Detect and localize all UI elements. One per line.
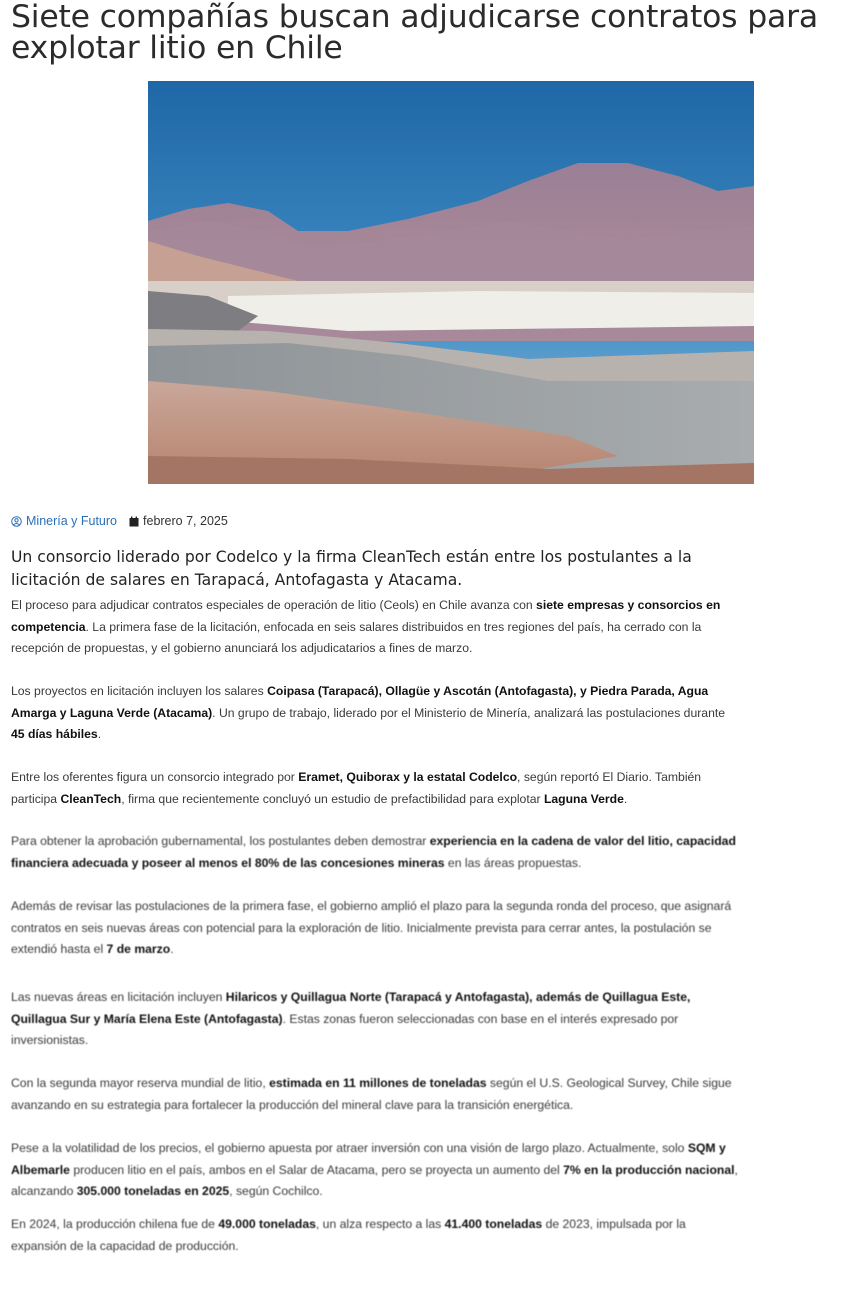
text-segment: , un alza respecto a las xyxy=(315,1217,445,1231)
text-segment: . xyxy=(97,727,102,742)
bold-text: 45 días hábiles xyxy=(11,727,98,742)
hero-image xyxy=(148,81,754,484)
text-segment: Para obtener la aprobación gubernamental, los postulantes deben demostrar xyxy=(11,834,430,848)
bold-text: 41.400 toneladas xyxy=(444,1217,543,1231)
text-segment: . xyxy=(623,791,628,806)
text-segment: , según reportó El Diario. También participa xyxy=(11,770,702,806)
paragraph-2 xyxy=(11,681,741,746)
bold-text: Eramet, Quiborax y la estatal Codelco xyxy=(298,770,518,784)
paragraph-3 xyxy=(11,767,741,810)
calendar-icon xyxy=(129,516,139,527)
bold-text: experiencia en la cadena de valor del litio, capacidad financiera adecuada y poseer al menos el 80% de las concesiones mineras xyxy=(11,834,736,870)
bold-text: CleanTech xyxy=(60,791,122,806)
bold-text: SQM y Albemarle xyxy=(11,1141,726,1177)
paragraph-6 xyxy=(11,987,741,1052)
article-title: Siete compañías buscan adjudicarse contratos para explotar litio en Chile xyxy=(11,0,818,66)
text-segment: . xyxy=(170,942,174,957)
bold-text: 305.000 toneladas en 2025 xyxy=(76,1184,230,1199)
paragraph-1 xyxy=(11,595,741,660)
text-segment: Entre los oferentes figura un consorcio integrado por xyxy=(11,770,299,784)
paragraph-7 xyxy=(11,1073,741,1116)
text-segment: . La primera fase de la licitación, enfocada en seis salares distribuidos en tres regiones del país, ha cerrado con la recepción de propuestas, y el gobierno anunciará los adjudicatarios a fines de marzo. xyxy=(11,619,702,656)
text-segment: . Un grupo de trabajo, liderado por el Ministerio de Minería, analizará las postulaciones durante xyxy=(212,705,726,720)
text-segment: de 2023, impulsada por la expansión de la capacidad de producción. xyxy=(11,1217,686,1253)
text-segment: , firma que recientemente concluyó un estudio de prefactibilidad para explotar xyxy=(121,791,544,806)
text-segment: , alcanzando xyxy=(11,1162,738,1199)
text-segment: Los proyectos en licitación incluyen los salares xyxy=(11,684,268,698)
author-link[interactable] xyxy=(11,514,117,528)
salar-landscape-illustration xyxy=(148,81,754,484)
text-segment: en las áreas propuestas. xyxy=(444,855,582,870)
text-segment: El proceso para adjudicar contratos especiales de operación de litio (Ceols) en Chile avanza con xyxy=(11,598,537,612)
text-segment: . Estas zonas fueron seleccionadas con base en el interés expresado por inversionistas. xyxy=(11,1011,679,1048)
text-segment: En 2024, la producción chilena fue de xyxy=(11,1217,219,1231)
text-segment: producen litio en el país, ambos en el Salar de Atacama, pero se proyecta un aumento del xyxy=(69,1162,564,1177)
date-text: febrero 7, 2025 xyxy=(143,514,228,528)
text-segment: según el U.S. Geological Survey, Chile sigue avanzando en su estrategia para fortalecer la producción del mineral clave para la transición energética. xyxy=(11,1076,732,1112)
paragraph-4 xyxy=(11,831,741,874)
article-lead: Un consorcio liderado por Codelco y la firma CleanTech están entre los postulantes a la licitación de salares en Tarapacá, Antofagasta y Atacama. xyxy=(11,548,692,589)
paragraph-9 xyxy=(11,1214,741,1257)
text-segment: Las nuevas áreas en licitación incluyen xyxy=(11,990,226,1004)
bold-text: 49.000 toneladas xyxy=(218,1217,316,1231)
paragraph-5 xyxy=(11,896,741,961)
bold-text: 7 de marzo xyxy=(106,942,171,957)
bold-text: Coipasa (Tarapacá), Ollagüe y Ascotán (Antofagasta), y Piedra Parada, Agua Amarga y Laguna Verde (Atacama) xyxy=(11,684,709,720)
text-segment: Con la segunda mayor reserva mundial de litio, xyxy=(11,1076,270,1090)
text-segment: Pese a la volatilidad de los precios, el gobierno apuesta por atraer inversión con una visión de largo plazo. Actualmente, solo xyxy=(11,1141,688,1155)
text-segment: Además de revisar las postulaciones de la primera fase, el gobierno amplió el plazo para la segunda ronda del proceso, que asignará contratos en seis nuevas áreas con potencial para la exploración de litio. Inicialmente prevista para cerrar antes, la postulación se extendió hasta el xyxy=(11,899,732,957)
bold-text: Laguna Verde xyxy=(543,791,624,806)
publish-date xyxy=(129,514,228,528)
bold-text: 7% en la producción nacional xyxy=(563,1162,735,1177)
author-name[interactable]: Minería y Futuro xyxy=(26,514,118,528)
bold-text: estimada en 11 millones de toneladas xyxy=(269,1076,487,1090)
bold-text: siete empresas y consorcios en competencia xyxy=(11,598,721,634)
bold-text: Hilaricos y Quillagua Norte (Tarapacá y Antofagasta), además de Quillagua Este, Quillagua Sur y María Elena Este (Antofagasta) xyxy=(11,990,691,1026)
text-segment: , según Cochilco. xyxy=(229,1184,323,1199)
paragraph-8 xyxy=(11,1138,741,1203)
article-meta xyxy=(11,512,240,530)
user-circle-icon xyxy=(11,516,22,527)
